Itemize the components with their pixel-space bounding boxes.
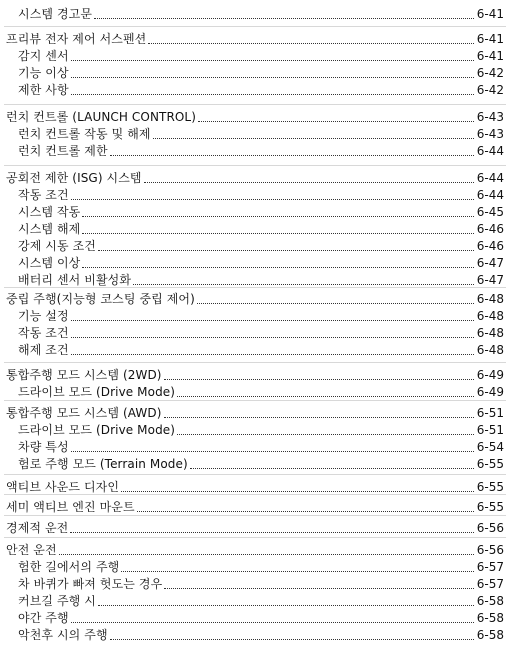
toc-section-entry[interactable] <box>0 519 528 536</box>
toc-page-number: 6-55 <box>476 480 504 494</box>
toc-page-number: 6-56 <box>476 521 504 535</box>
toc-subsection-entry[interactable] <box>0 64 528 81</box>
toc-entry-title: 해제 조건 <box>18 343 69 357</box>
dot-leader <box>71 76 474 78</box>
toc-subsection-entry[interactable] <box>0 203 528 220</box>
toc-entry-title: 시스템 작동 <box>18 205 81 219</box>
section-divider <box>4 474 506 475</box>
section-divider <box>4 26 506 27</box>
dot-leader <box>82 232 473 234</box>
toc-entry-title: 감지 센서 <box>18 49 69 63</box>
dot-leader <box>98 249 474 251</box>
toc-page-number: 6-46 <box>476 239 504 253</box>
dot-leader <box>197 302 474 304</box>
dot-leader <box>133 283 474 285</box>
toc-subsection-entry[interactable] <box>0 81 528 98</box>
toc-page-number: 6-55 <box>476 500 504 514</box>
section-divider <box>4 537 506 538</box>
toc-page-number: 6-41 <box>476 32 504 46</box>
dot-leader <box>164 587 473 589</box>
toc-subsection-entry[interactable] <box>0 47 528 64</box>
dot-leader <box>71 319 474 321</box>
dot-leader <box>70 531 473 533</box>
toc-page-number: 6-48 <box>476 326 504 340</box>
dot-leader <box>164 378 474 380</box>
dot-leader <box>82 266 473 268</box>
toc-subsection-entry[interactable] <box>0 324 528 341</box>
toc-entry-title: 통합주행 모드 시스템 (AWD) <box>6 406 162 420</box>
dot-leader <box>198 120 474 122</box>
dot-leader <box>121 570 473 572</box>
toc-page-number: 6-51 <box>476 423 504 437</box>
section-divider <box>4 104 506 105</box>
dot-leader <box>177 433 474 435</box>
toc-subsection-entry[interactable] <box>0 186 528 203</box>
section-divider <box>4 165 506 166</box>
dot-leader <box>144 181 474 183</box>
toc-page-number: 6-45 <box>476 205 504 219</box>
section-divider <box>4 362 506 363</box>
toc-entry-title: 작동 조건 <box>18 326 69 340</box>
toc-section-entry[interactable] <box>0 478 528 495</box>
toc-page-number: 6-58 <box>476 594 504 608</box>
toc-subsection-entry[interactable] <box>0 558 528 575</box>
toc-entry-title: 시스템 이상 <box>18 256 81 270</box>
toc-page-number: 6-48 <box>476 343 504 357</box>
dot-leader <box>71 353 474 355</box>
toc-page-number: 6-43 <box>476 127 504 141</box>
section-divider <box>4 400 506 401</box>
toc-entry-title: 야간 주행 <box>18 611 69 625</box>
toc-entry-title: 기능 이상 <box>18 66 69 80</box>
toc-entry-title: 악천후 시의 주행 <box>18 628 108 642</box>
dot-leader <box>82 215 473 217</box>
dot-leader <box>153 137 474 139</box>
toc-page-number: 6-57 <box>476 577 504 591</box>
toc-section-entry[interactable] <box>0 108 528 125</box>
toc-page-number: 6-43 <box>476 110 504 124</box>
toc-entry-title: 차량 특성 <box>18 440 69 454</box>
dot-leader <box>110 154 474 156</box>
toc-subsection-entry[interactable] <box>0 220 528 237</box>
toc-page-number: 6-41 <box>476 49 504 63</box>
toc-section-entry[interactable] <box>0 498 528 515</box>
dot-leader <box>190 467 474 469</box>
toc-page-number: 6-42 <box>476 66 504 80</box>
toc-entry-title: 제한 사항 <box>18 83 69 97</box>
toc-entry-title: 배터리 센서 비활성화 <box>18 273 132 287</box>
dot-leader <box>148 42 473 44</box>
toc-page-number: 6-55 <box>476 457 504 471</box>
toc-page-number: 6-47 <box>476 273 504 287</box>
dot-leader <box>71 450 474 452</box>
toc-subsection-entry[interactable] <box>0 271 528 288</box>
toc-entry-title: 런치 컨트롤 작동 및 해제 <box>18 127 151 141</box>
toc-page-number: 6-48 <box>476 292 504 306</box>
toc-entry-title: 세미 액티브 엔진 마운트 <box>6 500 135 514</box>
toc-subsection-entry[interactable] <box>0 609 528 626</box>
toc-entry-title: 차 바퀴가 빠져 헛도는 경우 <box>18 577 163 591</box>
toc-page-number: 6-49 <box>476 368 504 382</box>
dot-leader <box>71 621 474 623</box>
toc-page-number: 6-44 <box>476 188 504 202</box>
toc-subsection-entry[interactable] <box>0 341 528 358</box>
toc-entry-title: 시스템 해제 <box>18 222 81 236</box>
toc-entry-title: 통합주행 모드 시스템 (2WD) <box>6 368 162 382</box>
toc-page-number: 6-44 <box>476 144 504 158</box>
toc-entry-title: 공회전 제한 (ISG) 시스템 <box>6 171 142 185</box>
toc-subsection-entry[interactable] <box>0 125 528 142</box>
toc-subsection-entry[interactable] <box>0 5 528 22</box>
toc-section-entry[interactable] <box>0 541 528 558</box>
toc-subsection-entry[interactable] <box>0 438 528 455</box>
toc-page-number: 6-58 <box>476 611 504 625</box>
toc-entry-title: 강제 시동 조건 <box>18 239 96 253</box>
toc-entry-title: 프리뷰 전자 제어 서스펜션 <box>6 32 147 46</box>
toc-section-entry[interactable] <box>0 169 528 186</box>
section-divider <box>4 515 506 516</box>
toc-entry-title: 기능 설정 <box>18 309 69 323</box>
toc-entry-title: 경제적 운전 <box>6 521 69 535</box>
dot-leader <box>71 59 474 61</box>
toc-page-number: 6-41 <box>476 7 504 21</box>
toc-subsection-entry[interactable] <box>0 421 528 438</box>
toc-page-number: 6-49 <box>476 385 504 399</box>
toc-page-number: 6-56 <box>476 543 504 557</box>
dot-leader <box>98 604 474 606</box>
dot-leader <box>71 198 474 200</box>
dot-leader <box>71 336 474 338</box>
toc-section-entry[interactable] <box>0 290 528 307</box>
toc-entry-title: 드라이브 모드 (Drive Mode) <box>18 385 176 399</box>
toc-entry-title: 시스템 경고문 <box>18 7 93 21</box>
toc-subsection-entry[interactable] <box>0 142 528 159</box>
toc-entry-title: 안전 운전 <box>6 543 57 557</box>
toc-entry-title: 드라이브 모드 (Drive Mode) <box>18 423 176 437</box>
toc-subsection-entry[interactable] <box>0 254 528 271</box>
toc-section-entry[interactable] <box>0 404 528 421</box>
dot-leader <box>164 416 474 418</box>
dot-leader <box>59 553 474 555</box>
toc-entry-title: 작동 조건 <box>18 188 69 202</box>
toc-subsection-entry[interactable] <box>0 575 528 592</box>
toc-subsection-entry[interactable] <box>0 307 528 324</box>
toc-subsection-entry[interactable] <box>0 626 528 643</box>
toc-entry-title: 런치 컨트롤 제한 <box>18 144 108 158</box>
toc-page-number: 6-51 <box>476 406 504 420</box>
toc-entry-title: 액티브 사운드 디자인 <box>6 480 120 494</box>
toc-page-number: 6-47 <box>476 256 504 270</box>
toc-page-number: 6-57 <box>476 560 504 574</box>
toc-page-number: 6-44 <box>476 171 504 185</box>
toc-section-entry[interactable] <box>0 30 528 47</box>
toc-subsection-entry[interactable] <box>0 237 528 254</box>
toc-page-number: 6-54 <box>476 440 504 454</box>
toc-page-number: 6-48 <box>476 309 504 323</box>
toc-page-number: 6-58 <box>476 628 504 642</box>
toc-page-number: 6-46 <box>476 222 504 236</box>
dot-leader <box>94 17 474 19</box>
toc-entry-title: 중립 주행(지능형 코스팅 중립 제어) <box>6 292 195 306</box>
dot-leader <box>177 395 474 397</box>
toc-entry-title: 험로 주행 모드 (Terrain Mode) <box>18 457 188 471</box>
toc-entry-title: 커브길 주행 시 <box>18 594 96 608</box>
dot-leader <box>71 93 474 95</box>
dot-leader <box>137 510 474 512</box>
dot-leader <box>110 638 474 640</box>
toc-subsection-entry[interactable] <box>0 455 528 472</box>
toc-entry-title: 런치 컨트롤 (LAUNCH CONTROL) <box>6 110 196 124</box>
toc-page-number: 6-42 <box>476 83 504 97</box>
toc-entry-title: 험한 길에서의 주행 <box>18 560 120 574</box>
dot-leader <box>121 490 474 492</box>
toc-subsection-entry[interactable] <box>0 592 528 609</box>
toc-subsection-entry[interactable] <box>0 383 528 400</box>
toc-section-entry[interactable] <box>0 366 528 383</box>
